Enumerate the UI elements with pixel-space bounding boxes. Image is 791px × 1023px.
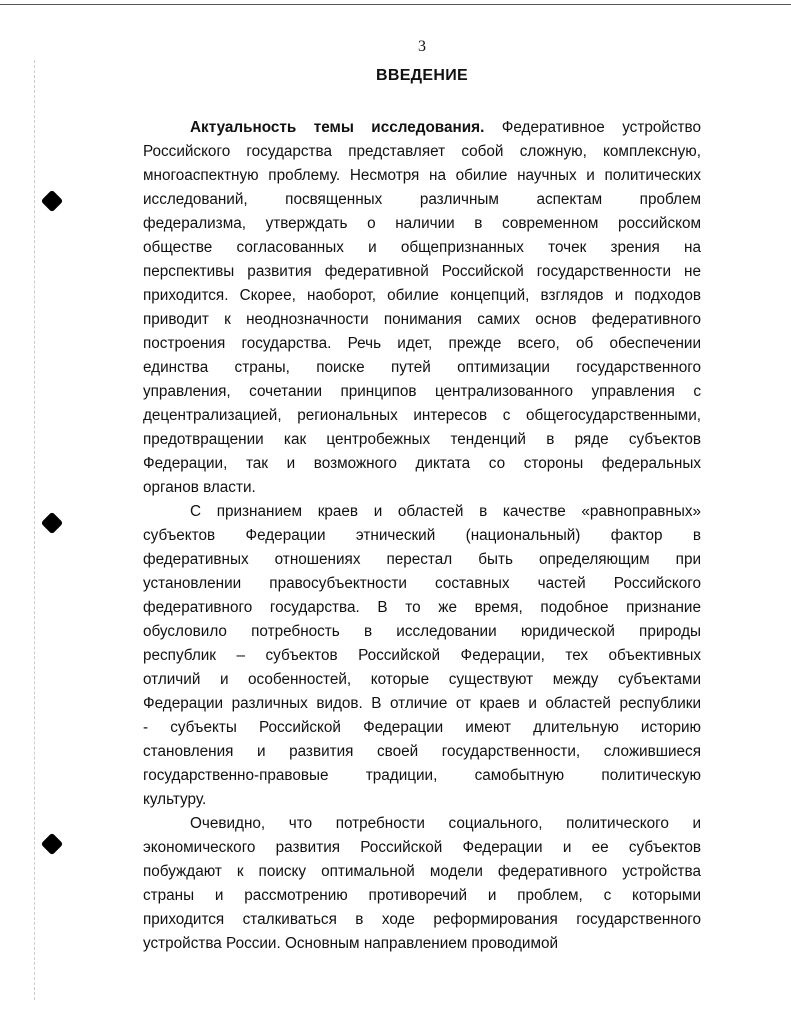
line-text: федерализма, утверждать о наличии в современном российском — [143, 215, 701, 232]
text-line — [143, 596, 701, 620]
line-text: побуждают к поиску оптимальной модели федеративного устройства — [143, 863, 701, 880]
line-text: федеративного государства. В то же время, подобное признание — [143, 599, 701, 616]
line-text: приводит к неоднозначности понимания самих основ федеративного — [143, 311, 701, 328]
text-line — [143, 140, 701, 164]
text-line — [143, 524, 701, 548]
line-text: страны и рассмотрению противоречий и проблем, с которыми — [143, 887, 701, 904]
line-text: устройства России. Основным направлением проводимой — [143, 935, 559, 952]
text-line — [143, 212, 701, 236]
line-text: - субъекты Российской Федерации имеют длительную историю — [143, 719, 701, 736]
text-line — [143, 572, 701, 596]
text-line — [143, 740, 701, 764]
text-line — [143, 644, 701, 668]
line-text: органов власти. — [143, 479, 256, 496]
text-line — [143, 764, 701, 788]
line-text: экономического развития Российской Федерации и ее субъектов — [143, 839, 701, 856]
punch-hole-mark — [41, 833, 64, 856]
text-line — [143, 260, 701, 284]
text-line — [143, 476, 701, 500]
line-text: приходится. Скорее, наоборот, обилие концепций, взглядов и подходов — [143, 287, 701, 304]
text-line — [143, 236, 701, 260]
line-text: установлении правосубъектности составных частей Российского — [143, 575, 701, 592]
line-text: обществе согласованных и общепризнанных точек зрения на — [143, 239, 701, 256]
text-line — [143, 428, 701, 452]
line-text: Российского государства представляет собой сложную, комплексную, — [143, 143, 701, 160]
text-line — [143, 308, 701, 332]
text-line — [143, 812, 701, 836]
text-line — [143, 356, 701, 380]
line-text: децентрализацией, региональных интересов с общегосударственными, — [143, 407, 701, 424]
scan-left-edge — [34, 60, 35, 1000]
page-number: 3 — [418, 38, 426, 55]
line-text: культуру. — [143, 791, 207, 808]
text-line — [143, 500, 701, 524]
line-text: С признанием краев и областей в качестве «равноправных» — [190, 503, 701, 520]
line-text: предотвращении как центробежных тенденций в ряде субъектов — [143, 431, 701, 448]
line-text: управления, сочетании принципов централизованного управления с — [143, 383, 701, 400]
line-text: Федеративное устройство — [484, 119, 701, 136]
line-text: Федерации, так и возможного диктата со стороны федеральных — [143, 455, 701, 472]
line-text: Федерации различных видов. В отличие от краев и областей республики — [143, 695, 701, 712]
line-text: становления и развития своей государственности, сложившиеся — [143, 743, 701, 760]
paragraph — [143, 116, 701, 500]
text-line — [143, 716, 701, 740]
line-text: республик – субъектов Российской Федерации, тех объективных — [143, 647, 701, 664]
line-text: отличий и особенностей, которые существуют между субъектами — [143, 671, 701, 688]
text-line — [143, 548, 701, 572]
line-text: Очевидно, что потребности социального, политического и — [190, 815, 701, 832]
line-text: субъектов Федерации этнический (национальный) фактор в — [143, 527, 701, 544]
punch-hole-mark — [41, 512, 64, 535]
line-text: единства страны, поиске путей оптимизации государственного — [143, 359, 701, 376]
section-title: ВВЕДЕНИЕ — [376, 67, 468, 84]
text-line — [143, 332, 701, 356]
line-text: перспективы развития федеративной Российской государственности не — [143, 263, 701, 280]
punch-hole-mark — [41, 190, 64, 213]
text-line — [143, 116, 701, 140]
text-line — [143, 692, 701, 716]
line-text: построения государства. Речь идет, прежде всего, об обеспечении — [143, 335, 701, 352]
line-text: исследований, посвященных различным аспектам проблем — [143, 191, 701, 208]
line-text: государственно-правовые традиции, самобытную политическую — [143, 767, 701, 784]
text-line — [143, 404, 701, 428]
paragraph — [143, 500, 701, 812]
document-body — [143, 116, 701, 956]
scan-top-edge — [0, 0, 791, 5]
text-line — [143, 380, 701, 404]
text-line — [143, 932, 701, 956]
text-line — [143, 860, 701, 884]
text-line — [143, 668, 701, 692]
text-line — [143, 284, 701, 308]
line-text: федеративных отношениях перестал быть определяющим при — [143, 551, 701, 568]
text-line — [143, 620, 701, 644]
text-line — [143, 884, 701, 908]
text-line — [143, 788, 701, 812]
text-line — [143, 188, 701, 212]
paragraph — [143, 812, 701, 956]
text-line — [143, 164, 701, 188]
line-text: многоаспектную проблему. Несмотря на обилие научных и политических — [143, 167, 701, 184]
text-line — [143, 452, 701, 476]
line-text: приходится сталкиваться в ходе реформирования государственного — [143, 911, 701, 928]
line-text: обусловило потребность в исследовании юридической природы — [143, 623, 701, 640]
text-line — [143, 836, 701, 860]
lead-heading: Актуальность темы исследования. — [190, 119, 485, 136]
text-line — [143, 908, 701, 932]
